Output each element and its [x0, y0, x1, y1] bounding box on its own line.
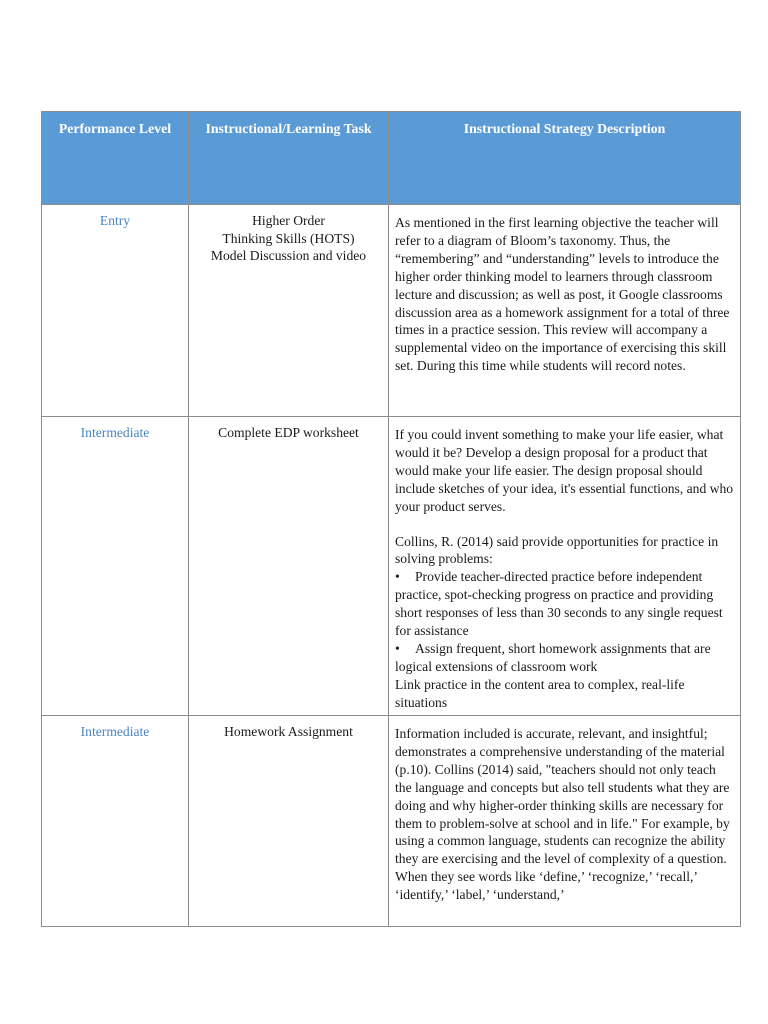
- table-body: [42, 205, 741, 927]
- bullet-item: [395, 568, 734, 640]
- performance-level-cell: Intermediate: [42, 417, 189, 716]
- bullet-icon: •: [395, 569, 400, 585]
- learning-task-cell: [189, 205, 389, 417]
- strategy-description-cell: [389, 417, 741, 716]
- learning-task-text: Homework Assignment: [224, 724, 353, 739]
- bullet-text: Assign frequent, short homework assignments that are logical extensions of classroom work: [395, 640, 711, 674]
- header-strategy-description: Instructional Strategy Description: [389, 112, 741, 205]
- header-performance-level: Performance Level: [42, 112, 189, 205]
- table-row: [42, 205, 741, 417]
- table-row: [42, 716, 741, 927]
- strategy-description-cell: [389, 716, 741, 927]
- performance-level-cell: Intermediate: [42, 716, 189, 927]
- bullet-text: Provide teacher-directed practice before independent practice, spot-checking progress on practice and providing short responses of less than 30 seconds to any single request for assistance: [395, 569, 723, 639]
- table-row: [42, 417, 741, 716]
- header-learning-task: Instructional/Learning Task: [189, 112, 389, 205]
- instructional-strategy-table: [41, 111, 741, 927]
- description-paragraph: If you could invent something to make your life easier, what would it be? Develop a design proposal for a product that would make your life easier. The design proposal should include sketches of your idea, it's essential functions, and who your product serves.: [395, 427, 734, 514]
- performance-level-cell: Entry: [42, 205, 189, 417]
- bullet-icon: •: [395, 640, 400, 656]
- description-paragraph: Link practice in the content area to complex, real-life situations: [395, 676, 685, 710]
- description-paragraph: Information included is accurate, relevant, and insightful; demonstrates a comprehensive understanding of the material (p.10). Collins (2014) said, "teachers should not only teach the language and concepts but also tell students what they are doing and why higher-order thinking skills are necessary for them to problem-solve at school and in life." For example, by using a common language, students can recognize the ability they are exercising and the level of complexity of a question. When they see words like ‘define,’ ‘recognize,’ ‘recall,’ ‘identify,’ ‘label,’ ‘understand,’: [395, 726, 730, 903]
- bullet-item: [395, 640, 734, 676]
- learning-task-cell: [189, 417, 389, 716]
- learning-task-text: Higher Order Thinking Skills (HOTS) Model Discussion and video: [210, 213, 367, 263]
- table-header: [42, 112, 741, 205]
- header-row: [42, 112, 741, 205]
- description-paragraph: As mentioned in the first learning objective the teacher will refer to a diagram of Bloom’s taxonomy. Thus, the “remembering” and “understanding” levels to introduce the higher order thinking model to learners through classroom lecture and discussion; as well as post, it Google classrooms discussion area as a homework assignment for a total of three times in a practice session. This review will accompany a supplemental video on the importance of exercising this skill set. During this time while students will record notes.: [395, 215, 730, 374]
- strategy-description-cell: [389, 205, 741, 417]
- learning-task-cell: [189, 716, 389, 927]
- learning-task-text: Complete EDP worksheet: [218, 425, 359, 440]
- description-paragraph: Collins, R. (2014) said provide opportunities for practice in solving problems:: [395, 533, 719, 567]
